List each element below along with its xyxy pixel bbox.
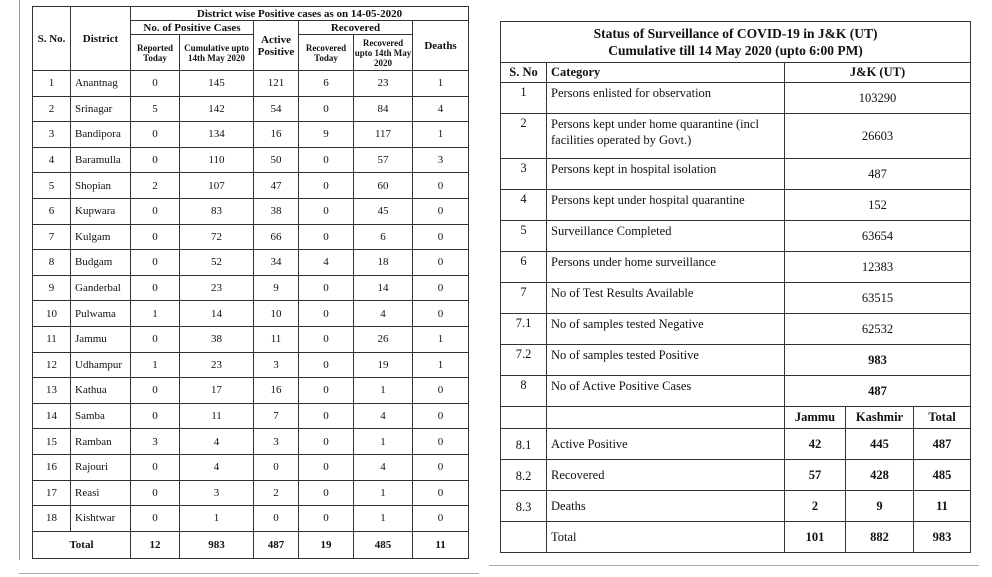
- recovered-cumulative: 117: [354, 122, 413, 148]
- recovered-today: 6: [299, 71, 354, 97]
- total-row: [33, 531, 469, 558]
- active-positive: 3: [254, 429, 299, 455]
- district-name: Ramban: [71, 429, 131, 455]
- active-positive: 54: [254, 96, 299, 122]
- district-name: Kupwara: [71, 198, 131, 224]
- deaths: 0: [413, 198, 469, 224]
- active-positive: 38: [254, 198, 299, 224]
- row-sno: 8.2: [501, 460, 547, 491]
- cumulative: 134: [180, 122, 254, 148]
- total-value: 485: [914, 460, 971, 491]
- row-value: 152: [785, 190, 971, 221]
- group-positive: No. of Positive Cases: [131, 21, 254, 35]
- row-sno: 1: [501, 83, 547, 114]
- total-value: 983: [914, 522, 971, 553]
- row-category: Persons kept under hospital quarantine: [547, 190, 785, 221]
- row-value: 63515: [785, 283, 971, 314]
- row-sno: 8: [501, 376, 547, 407]
- deaths: 0: [413, 250, 469, 276]
- district-name: Anantnag: [71, 71, 131, 97]
- recovered-today: 0: [299, 454, 354, 480]
- header-district: District: [71, 7, 131, 71]
- row-sno: 9: [33, 275, 71, 301]
- cumulative: 72: [180, 224, 254, 250]
- jammu-value: 57: [785, 460, 846, 491]
- active-positive: 0: [254, 506, 299, 532]
- header-recovered-today: Recovered Today: [299, 35, 354, 71]
- empty-cell: [501, 407, 547, 429]
- district-name: Baramulla: [71, 147, 131, 173]
- surveillance-title: [501, 22, 971, 63]
- row-sno: 5: [33, 173, 71, 199]
- table-row: [33, 122, 469, 148]
- active-positive: 7: [254, 403, 299, 429]
- row-sno: 2: [501, 114, 547, 159]
- reported-today: 3: [131, 429, 180, 455]
- table-row: [33, 224, 469, 250]
- district-name: Kishtwar: [71, 506, 131, 532]
- reported-today: 1: [131, 352, 180, 378]
- recovered-cumulative: 1: [354, 506, 413, 532]
- reported-today: 0: [131, 378, 180, 404]
- row-sno: 6: [33, 198, 71, 224]
- table-row: [33, 173, 469, 199]
- active-positive: 34: [254, 250, 299, 276]
- row-sno: 10: [33, 301, 71, 327]
- table-row: [33, 454, 469, 480]
- deaths: 0: [413, 275, 469, 301]
- row-sno: 11: [33, 326, 71, 352]
- empty-cell: [547, 407, 785, 429]
- table-row: [33, 71, 469, 97]
- right-bottom-rule: [489, 565, 979, 566]
- recovered-cumulative: 23: [354, 71, 413, 97]
- reported-today: 0: [131, 454, 180, 480]
- deaths: 0: [413, 378, 469, 404]
- reported-today: 0: [131, 326, 180, 352]
- row-sno: [501, 522, 547, 553]
- table-row: [33, 250, 469, 276]
- row-category: Recovered: [547, 460, 785, 491]
- recovered-today: 0: [299, 378, 354, 404]
- header-deaths: Deaths: [413, 21, 469, 71]
- table-row: [501, 83, 971, 114]
- row-sno: 6: [501, 252, 547, 283]
- row-sno: 12: [33, 352, 71, 378]
- district-name: Shopian: [71, 173, 131, 199]
- cumulative: 83: [180, 198, 254, 224]
- header-sno: S. No.: [33, 7, 71, 71]
- cumulative: 11: [180, 403, 254, 429]
- table-row: [33, 147, 469, 173]
- active-positive: 11: [254, 326, 299, 352]
- cumulative: 3: [180, 480, 254, 506]
- recovered-cumulative: 1: [354, 378, 413, 404]
- row-sno: 16: [33, 454, 71, 480]
- table-row: [33, 198, 469, 224]
- deaths: 0: [413, 506, 469, 532]
- reported-today: 0: [131, 506, 180, 532]
- recovered-cumulative: 26: [354, 326, 413, 352]
- recovered-today: 0: [299, 96, 354, 122]
- recovered-today: 0: [299, 429, 354, 455]
- cumulative: 4: [180, 429, 254, 455]
- recovered-today: 0: [299, 173, 354, 199]
- recovered-cumulative: 6: [354, 224, 413, 250]
- row-category: No of samples tested Negative: [547, 314, 785, 345]
- recovered-today: 0: [299, 198, 354, 224]
- row-value: 487: [785, 159, 971, 190]
- split-header-row: [501, 407, 971, 429]
- row-sno: 4: [501, 190, 547, 221]
- header-cumulative: Cumulative upto 14th May 2020: [180, 35, 254, 71]
- active-positive: 66: [254, 224, 299, 250]
- row-value: 103290: [785, 83, 971, 114]
- deaths: 1: [413, 71, 469, 97]
- cumulative: 52: [180, 250, 254, 276]
- deaths: 0: [413, 480, 469, 506]
- district-wise-cases-table: [32, 6, 469, 559]
- table-row: [33, 301, 469, 327]
- header-kashmir: Kashmir: [846, 407, 914, 429]
- row-category: Active Positive: [547, 429, 785, 460]
- row-sno: 7: [501, 283, 547, 314]
- header-category: Category: [547, 63, 785, 83]
- table-row: [33, 352, 469, 378]
- table-row: [501, 159, 971, 190]
- recovered-cumulative: 19: [354, 352, 413, 378]
- split-row: [501, 491, 971, 522]
- header-region: J&K (UT): [785, 63, 971, 83]
- row-sno: 7.2: [501, 345, 547, 376]
- recovered-today: 0: [299, 147, 354, 173]
- table-row: [33, 275, 469, 301]
- table-row: [501, 252, 971, 283]
- jammu-value: 2: [785, 491, 846, 522]
- table-row: [501, 283, 971, 314]
- total-active: 487: [254, 531, 299, 558]
- recovered-cumulative: 57: [354, 147, 413, 173]
- row-sno: 8.1: [501, 429, 547, 460]
- recovered-cumulative: 4: [354, 454, 413, 480]
- active-positive: 50: [254, 147, 299, 173]
- recovered-today: 0: [299, 275, 354, 301]
- district-name: Jammu: [71, 326, 131, 352]
- split-row: [501, 429, 971, 460]
- total-cumulative: 983: [180, 531, 254, 558]
- reported-today: 0: [131, 480, 180, 506]
- table-row: [501, 190, 971, 221]
- row-sno: 14: [33, 403, 71, 429]
- total-recovered-today: 19: [299, 531, 354, 558]
- jammu-value: 101: [785, 522, 846, 553]
- total-deaths: 11: [413, 531, 469, 558]
- reported-today: 0: [131, 198, 180, 224]
- reported-today: 2: [131, 173, 180, 199]
- table-title: District wise Positive cases as on 14-05-2020: [131, 7, 469, 21]
- left-bottom-rule: [19, 573, 479, 574]
- cumulative: 38: [180, 326, 254, 352]
- row-category: Persons kept in hospital isolation: [547, 159, 785, 190]
- recovered-cumulative: 60: [354, 173, 413, 199]
- table-row: [501, 221, 971, 252]
- kashmir-value: 882: [846, 522, 914, 553]
- active-positive: 10: [254, 301, 299, 327]
- reported-today: 0: [131, 403, 180, 429]
- row-sno: 8: [33, 250, 71, 276]
- row-category: Deaths: [547, 491, 785, 522]
- reported-today: 0: [131, 275, 180, 301]
- kashmir-value: 445: [846, 429, 914, 460]
- recovered-today: 0: [299, 480, 354, 506]
- total-label: Total: [33, 531, 131, 558]
- row-category: Total: [547, 522, 785, 553]
- group-recovered: Recovered: [299, 21, 413, 35]
- recovered-today: 9: [299, 122, 354, 148]
- reported-today: 0: [131, 122, 180, 148]
- row-sno: 3: [33, 122, 71, 148]
- row-category: No of samples tested Positive: [547, 345, 785, 376]
- cumulative: 142: [180, 96, 254, 122]
- surveillance-status-table: [500, 21, 971, 553]
- deaths: 0: [413, 173, 469, 199]
- row-value: 983: [785, 345, 971, 376]
- active-positive: 3: [254, 352, 299, 378]
- district-name: Reasi: [71, 480, 131, 506]
- row-category: Persons under home surveillance: [547, 252, 785, 283]
- cumulative: 107: [180, 173, 254, 199]
- row-sno: 17: [33, 480, 71, 506]
- deaths: 0: [413, 454, 469, 480]
- active-positive: 16: [254, 378, 299, 404]
- deaths: 4: [413, 96, 469, 122]
- recovered-cumulative: 18: [354, 250, 413, 276]
- table-row: [501, 314, 971, 345]
- cumulative: 145: [180, 71, 254, 97]
- table-row: [33, 378, 469, 404]
- row-sno: 8.3: [501, 491, 547, 522]
- row-category: Persons kept under home quarantine (incl facilities operated by Govt.): [547, 114, 785, 159]
- recovered-cumulative: 1: [354, 429, 413, 455]
- district-name: Bandipora: [71, 122, 131, 148]
- reported-today: 0: [131, 250, 180, 276]
- recovered-today: 4: [299, 250, 354, 276]
- table-row: [33, 96, 469, 122]
- active-positive: 0: [254, 454, 299, 480]
- table-row: [33, 326, 469, 352]
- reported-today: 0: [131, 224, 180, 250]
- recovered-today: 0: [299, 301, 354, 327]
- total-value: 487: [914, 429, 971, 460]
- district-name: Samba: [71, 403, 131, 429]
- table-row: [501, 114, 971, 159]
- header-jammu: Jammu: [785, 407, 846, 429]
- recovered-today: 0: [299, 224, 354, 250]
- recovered-today: 0: [299, 326, 354, 352]
- deaths: 1: [413, 122, 469, 148]
- table-row: [501, 345, 971, 376]
- row-sno: 15: [33, 429, 71, 455]
- recovered-cumulative: 4: [354, 403, 413, 429]
- deaths: 1: [413, 326, 469, 352]
- row-sno: 7: [33, 224, 71, 250]
- kashmir-value: 9: [846, 491, 914, 522]
- recovered-today: 0: [299, 352, 354, 378]
- active-positive: 121: [254, 71, 299, 97]
- header-total: Total: [914, 407, 971, 429]
- district-name: Srinagar: [71, 96, 131, 122]
- title-line-1: Status of Surveillance of COVID-19 in J&K (UT): [593, 26, 878, 41]
- row-value: 12383: [785, 252, 971, 283]
- cumulative: 110: [180, 147, 254, 173]
- row-category: No of Active Positive Cases: [547, 376, 785, 407]
- row-sno: 2: [33, 96, 71, 122]
- reported-today: 0: [131, 71, 180, 97]
- deaths: 0: [413, 429, 469, 455]
- table-row: [33, 429, 469, 455]
- header-sno: S. No: [501, 63, 547, 83]
- recovered-today: 0: [299, 506, 354, 532]
- table-row: [33, 506, 469, 532]
- row-sno: 18: [33, 506, 71, 532]
- deaths: 3: [413, 147, 469, 173]
- total-value: 11: [914, 491, 971, 522]
- cumulative: 4: [180, 454, 254, 480]
- recovered-cumulative: 4: [354, 301, 413, 327]
- active-positive: 47: [254, 173, 299, 199]
- header-active: Active Positive: [254, 21, 299, 71]
- reported-today: 5: [131, 96, 180, 122]
- cumulative: 14: [180, 301, 254, 327]
- left-margin-rule: [19, 0, 20, 560]
- split-row: [501, 460, 971, 491]
- reported-today: 1: [131, 301, 180, 327]
- table-row: [501, 376, 971, 407]
- row-value: 63654: [785, 221, 971, 252]
- district-name: Pulwama: [71, 301, 131, 327]
- title-line-2: Cumulative till 14 May 2020 (upto 6:00 PM): [608, 43, 863, 58]
- split-row: [501, 522, 971, 553]
- cumulative: 17: [180, 378, 254, 404]
- row-category: No of Test Results Available: [547, 283, 785, 314]
- row-sno: 7.1: [501, 314, 547, 345]
- district-name: Ganderbal: [71, 275, 131, 301]
- recovered-cumulative: 14: [354, 275, 413, 301]
- recovered-cumulative: 45: [354, 198, 413, 224]
- district-name: Budgam: [71, 250, 131, 276]
- row-sno: 1: [33, 71, 71, 97]
- total-reported: 12: [131, 531, 180, 558]
- recovered-cumulative: 1: [354, 480, 413, 506]
- deaths: 0: [413, 403, 469, 429]
- row-sno: 5: [501, 221, 547, 252]
- table-row: [33, 403, 469, 429]
- reported-today: 0: [131, 147, 180, 173]
- cumulative: 23: [180, 275, 254, 301]
- cropped-text-above: [545, 0, 775, 3]
- active-positive: 2: [254, 480, 299, 506]
- row-value: 26603: [785, 114, 971, 159]
- district-name: Udhampur: [71, 352, 131, 378]
- row-value: 487: [785, 376, 971, 407]
- jammu-value: 42: [785, 429, 846, 460]
- row-sno: 4: [33, 147, 71, 173]
- row-value: 62532: [785, 314, 971, 345]
- header-recovered-cumulative: Recovered upto 14th May 2020: [354, 35, 413, 71]
- district-name: Kathua: [71, 378, 131, 404]
- recovered-cumulative: 84: [354, 96, 413, 122]
- deaths: 1: [413, 352, 469, 378]
- header-reported-today: Reported Today: [131, 35, 180, 71]
- active-positive: 9: [254, 275, 299, 301]
- active-positive: 16: [254, 122, 299, 148]
- kashmir-value: 428: [846, 460, 914, 491]
- deaths: 0: [413, 224, 469, 250]
- total-recovered-cumulative: 485: [354, 531, 413, 558]
- cumulative: 23: [180, 352, 254, 378]
- table-row: [33, 480, 469, 506]
- deaths: 0: [413, 301, 469, 327]
- recovered-today: 0: [299, 403, 354, 429]
- row-sno: 3: [501, 159, 547, 190]
- row-category: Surveillance Completed: [547, 221, 785, 252]
- district-name: Kulgam: [71, 224, 131, 250]
- row-category: Persons enlisted for observation: [547, 83, 785, 114]
- cumulative: 1: [180, 506, 254, 532]
- row-sno: 13: [33, 378, 71, 404]
- district-name: Rajouri: [71, 454, 131, 480]
